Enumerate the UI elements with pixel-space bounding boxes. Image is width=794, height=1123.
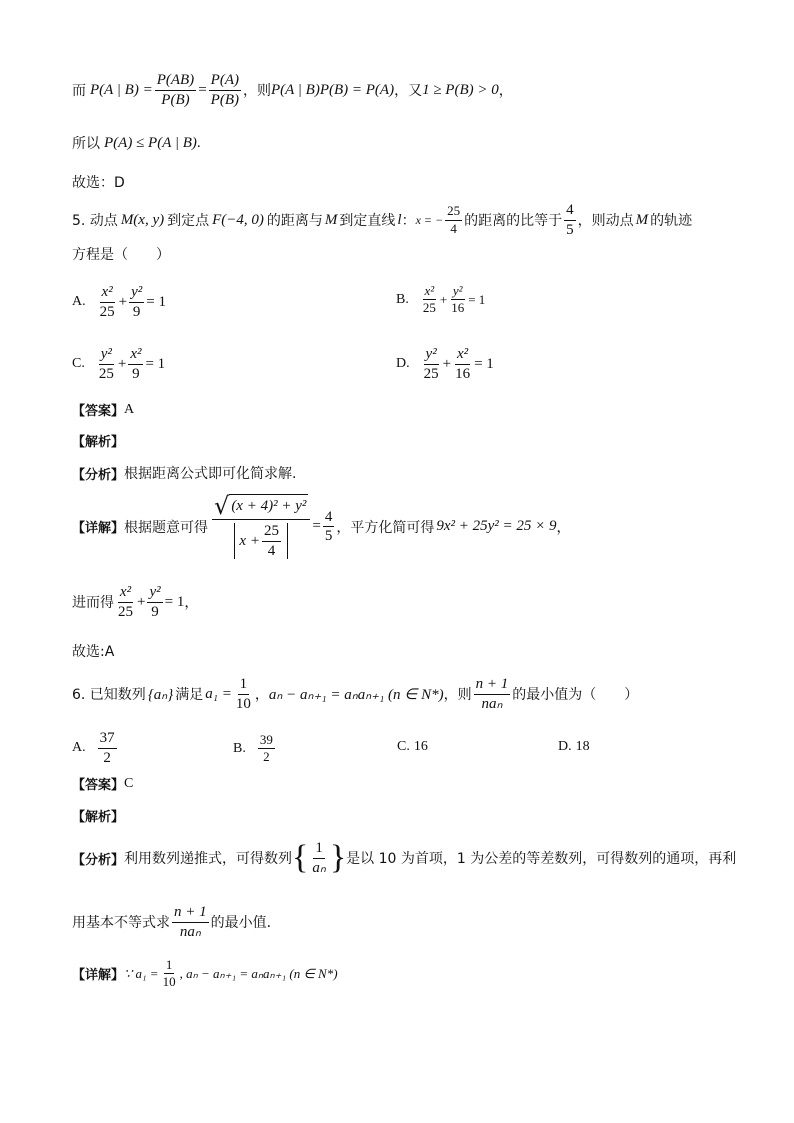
denominator: P(B)	[210, 91, 239, 108]
sqrt	[214, 494, 308, 518]
fenxi-tag: 【分析】	[72, 467, 125, 483]
numerator: P(AB)	[155, 72, 196, 91]
text: 用基本不等式求	[72, 915, 170, 931]
denominator: 25	[98, 365, 114, 382]
denominator: 9	[151, 603, 159, 620]
fraction	[147, 584, 162, 620]
denominator: 25	[118, 603, 133, 620]
fraction	[161, 958, 178, 990]
q6-xiangjie	[72, 958, 338, 990]
fraction	[98, 730, 117, 766]
option-label: D.	[558, 739, 572, 754]
denominator: aₙ	[312, 859, 326, 876]
fraction	[421, 284, 438, 316]
denominator	[232, 520, 290, 559]
denominator: 10	[235, 695, 251, 712]
left-brace: {	[292, 839, 309, 876]
option-label: A.	[72, 294, 86, 309]
text: 的最小值为（ ）	[512, 687, 639, 703]
math: ∵ a₁ =	[124, 965, 159, 981]
line-therefore	[72, 133, 201, 153]
fraction	[116, 584, 135, 620]
numerator: x²	[455, 346, 470, 365]
numerator: y²	[129, 284, 144, 303]
fraction	[449, 284, 466, 316]
text: 的距离的比等于	[464, 213, 563, 229]
q5-answer	[72, 400, 134, 419]
analysis-tag: 【解析】	[72, 435, 125, 450]
text: ，	[556, 519, 571, 536]
denominator: 10	[162, 974, 176, 990]
text: 所以	[72, 136, 100, 152]
denominator: 4	[267, 542, 276, 559]
math: P(A) ≤ P(A | B)	[104, 134, 197, 151]
q5-option-c[interactable]	[72, 346, 165, 382]
numerator: 25	[262, 523, 281, 542]
rhs: = 1	[474, 355, 494, 372]
fraction	[323, 509, 335, 545]
q6-option-c[interactable]	[397, 739, 428, 755]
option-label: A.	[72, 740, 86, 755]
option-label: D.	[396, 356, 410, 371]
denominator: 5	[566, 221, 574, 238]
text: 6. 已知数列	[72, 687, 146, 703]
math: l	[397, 211, 402, 228]
math: P(A | B) =	[90, 81, 153, 98]
math: a₁ =	[205, 685, 232, 702]
denominator: 2	[103, 749, 111, 766]
text: ，	[254, 687, 269, 703]
distance-fraction	[212, 494, 310, 559]
text: ，则	[443, 687, 472, 703]
q6-fenxi-line2	[72, 904, 281, 940]
line-choice-d	[72, 172, 125, 192]
denominator: 9	[132, 303, 141, 320]
option-label: B.	[396, 291, 409, 307]
absolute-value	[234, 523, 288, 559]
text: 故选:A	[72, 644, 115, 660]
text: 而	[72, 83, 86, 99]
analysis-tag: 【解析】	[72, 810, 125, 825]
numerator: n + 1	[172, 904, 209, 923]
numerator: 25	[445, 204, 462, 220]
text: 是以 10 为首项，1 为公差的等差数列，可得数列的通项，再利	[346, 851, 737, 867]
denominator: 25	[99, 303, 115, 320]
option-label: C.	[397, 739, 410, 754]
q5-analysis-heading	[72, 431, 124, 450]
numerator: y²	[147, 584, 162, 603]
plus: +	[439, 291, 448, 307]
fraction	[564, 202, 576, 238]
denominator: 2	[263, 749, 270, 765]
text: 满足	[175, 687, 204, 703]
numerator: 37	[98, 730, 117, 749]
text: 故选：D	[72, 175, 125, 191]
option-label: B.	[233, 740, 246, 756]
numerator: 4	[564, 202, 576, 221]
q6-fenxi	[72, 840, 736, 876]
text: 到定直线	[339, 213, 396, 229]
plus: +	[137, 593, 146, 610]
q5-xiangjie	[72, 494, 571, 559]
numerator: x²	[423, 284, 437, 300]
line-conditional-prob	[72, 72, 513, 108]
q5-option-a[interactable]	[72, 284, 166, 320]
numerator: x²	[100, 284, 115, 303]
answer-value: A	[124, 401, 135, 417]
denominator: 25	[422, 300, 436, 316]
math: aₙ − aₙ₊₁ = aₙaₙ₊₁ (n ∈ N*)	[268, 686, 444, 703]
q5-option-d[interactable]	[396, 346, 494, 382]
math: 9x² + 25y² = 25 × 9	[436, 518, 557, 534]
text: ：	[401, 213, 416, 229]
q6-analysis-heading	[72, 806, 124, 825]
fenxi-tag: 【分析】	[72, 852, 125, 868]
numerator: x²	[118, 584, 133, 603]
q5-option-b[interactable]	[396, 284, 485, 316]
numerator: y²	[424, 346, 439, 365]
fraction	[310, 840, 327, 876]
plus: +	[117, 355, 127, 372]
denominator: P(B)	[161, 91, 190, 108]
denominator: 5	[324, 528, 333, 544]
q6-stem	[72, 676, 638, 712]
q5-stem-line2	[72, 244, 170, 264]
math: x +	[239, 532, 260, 549]
equals: =	[312, 518, 321, 534]
text: 的最小值．	[210, 915, 281, 931]
text: ，	[498, 83, 513, 99]
numerator: 39	[258, 733, 275, 749]
numerator: 1	[313, 840, 325, 859]
fraction	[453, 346, 472, 382]
numerator	[212, 494, 310, 520]
answer-value: C	[124, 775, 134, 791]
xiangjie-tag: 【详解】	[72, 968, 125, 984]
fraction	[155, 72, 196, 108]
q6-option-d[interactable]	[558, 739, 590, 755]
fraction	[128, 346, 143, 382]
text: ，又	[394, 83, 423, 99]
fraction	[97, 346, 116, 382]
plus: +	[118, 293, 128, 310]
math: F(−4, 0)	[212, 211, 264, 228]
radicand: (x + 4)² + y²	[229, 494, 308, 518]
math: M	[324, 211, 338, 228]
numerator: y²	[451, 284, 465, 300]
text: 的距离与	[266, 213, 323, 229]
math: x = −	[415, 212, 444, 227]
fenxi-text: 根据距离公式即可化简求解.	[124, 466, 297, 482]
rhs: = 1	[145, 355, 166, 372]
q5-guxuan	[72, 641, 114, 661]
q6-answer	[72, 774, 133, 793]
fraction	[172, 904, 209, 940]
fraction	[262, 523, 281, 559]
math: M(x, y)	[120, 211, 165, 228]
numerator: n + 1	[474, 676, 511, 695]
rhs: = 1	[164, 593, 185, 610]
math: , aₙ − aₙ₊₁ = aₙaₙ₊₁ (n ∈ N*)	[179, 965, 338, 981]
denominator: 16	[451, 300, 465, 316]
math: P(A | B)P(B) = P(A)	[270, 81, 395, 98]
denominator: naₙ	[481, 695, 503, 712]
text: 方程是（ ）	[72, 247, 170, 263]
text: ，则动点	[577, 213, 634, 229]
denominator: 25	[423, 365, 439, 382]
text: ，平方化简可得	[336, 519, 435, 536]
option-value: 16	[413, 739, 428, 754]
text: 进而得	[72, 595, 114, 611]
xiangjie-tag: 【详解】	[72, 521, 125, 536]
math: 1 ≥ P(B) > 0	[422, 81, 499, 98]
answer-tag: 【答案】	[72, 778, 125, 793]
numerator: 4	[323, 509, 335, 528]
text: 到定点	[167, 213, 210, 229]
numerator: 1	[164, 958, 175, 974]
fraction	[474, 676, 511, 712]
fraction	[129, 284, 144, 320]
equals: =	[198, 81, 207, 98]
q5-fenxi	[72, 463, 296, 483]
answer-tag: 【答案】	[72, 404, 125, 419]
denominator: naₙ	[179, 923, 201, 940]
fraction	[258, 733, 275, 765]
q6-option-a[interactable]	[72, 730, 119, 766]
fraction	[445, 204, 462, 236]
numerator: P(A)	[209, 72, 241, 91]
option-value: 18	[575, 739, 590, 754]
fraction	[422, 346, 441, 382]
text: ，则	[242, 83, 271, 99]
text: 5. 动点	[72, 213, 118, 229]
text: 根据题意可得	[124, 519, 209, 536]
denominator: 16	[455, 365, 471, 382]
q6-option-b[interactable]	[233, 733, 277, 765]
fraction	[234, 676, 253, 712]
numerator: x²	[128, 346, 143, 365]
text: 的轨迹	[650, 213, 693, 229]
fraction	[209, 72, 241, 108]
fraction	[98, 284, 117, 320]
numerator: y²	[99, 346, 114, 365]
text: 利用数列递推式，可得数列	[124, 851, 293, 867]
text: .	[196, 134, 201, 151]
rhs: = 1	[468, 291, 486, 307]
math: M	[635, 211, 649, 228]
q5-jinde	[72, 584, 198, 620]
option-label: C.	[72, 356, 85, 371]
right-brace: }	[329, 839, 347, 876]
text: ，	[184, 595, 199, 611]
denominator: 9	[132, 365, 140, 382]
rhs: = 1	[146, 293, 166, 310]
denominator: 4	[450, 220, 457, 236]
q5-stem	[72, 202, 692, 238]
sqrt-icon: √	[214, 492, 230, 520]
math: {aₙ}	[147, 686, 174, 703]
plus: +	[442, 355, 452, 372]
numerator: 1	[238, 676, 250, 695]
